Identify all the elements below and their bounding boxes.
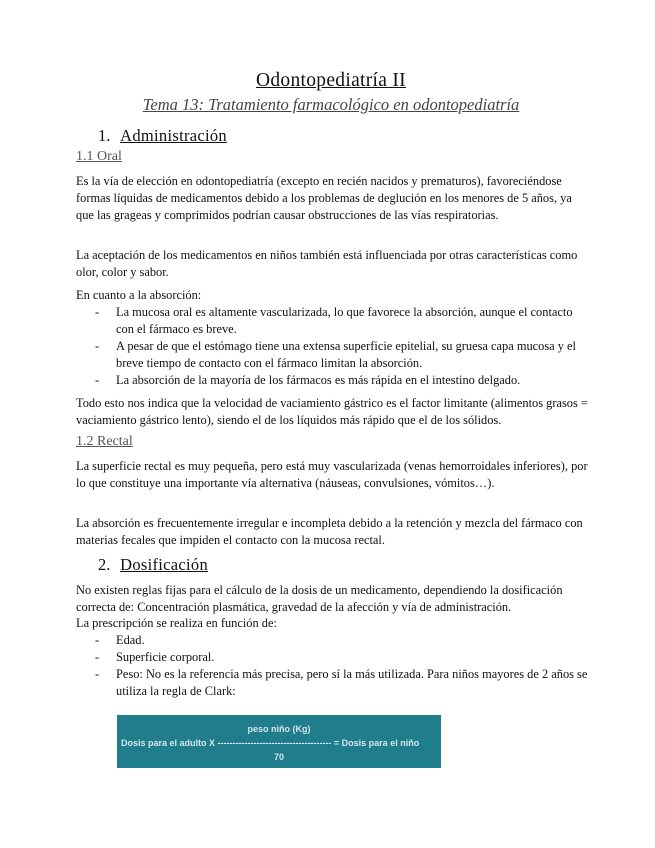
subsection-oral-heading: 1.1 Oral <box>76 149 122 164</box>
clark-rule-formula <box>117 715 441 768</box>
document-title: Odontopediatría II <box>256 70 406 91</box>
formula-line: Dosis para el adulto X -------------------------------------- = Dosis para el niño <box>121 738 420 748</box>
section-title: Administración <box>120 126 227 145</box>
list-item-text: La mucosa oral es altamente vascularizada, lo que favorece la absorción, aunque el contacto con el fármaco es breve. <box>116 305 573 336</box>
section-administracion-heading <box>98 126 227 146</box>
list-item-text: Peso: No es la referencia más precisa, pero sí la más utilizada. Para niños mayores de 2 años se utiliza la regla de Clark: <box>116 667 588 698</box>
list-item-text: Edad. <box>116 633 145 647</box>
formula-numerator: peso niño (Kg) <box>247 724 311 734</box>
list-item-text: Superficie corporal. <box>116 650 215 664</box>
list-item: - La absorción de la mayoría de los fármacos es más rápida en el intestino delgado. <box>76 372 588 389</box>
paragraph: En cuanto a la absorción: <box>76 288 202 302</box>
paragraph: La absorción es frecuentemente irregular e incompleta debido a la retención y mezcla del fármaco con materias fecales que impiden el contacto con la mucosa rectal. <box>76 516 583 547</box>
subsection-rectal-heading: 1.2 Rectal <box>76 434 133 449</box>
paragraph: La superficie rectal es muy pequeña, pero está muy vascularizada (venas hemorroidales inferiores), por lo que constituye una importante vía alternativa (náuseas, convulsiones, vómitos…). <box>76 459 588 490</box>
list-item: - A pesar de que el estómago tiene una extensa superficie epitelial, su gruesa capa mucosa y el breve tiempo de contacto con el fármaco limitan la absorción. <box>76 338 588 372</box>
paragraph: Todo esto nos indica que la velocidad de vaciamiento gástrico es el factor limitante (alimentos grasos = vaciamiento gástrico lento), siendo el de los líquidos más rápido que el de los sólidos. <box>76 396 588 427</box>
list-item-text: A pesar de que el estómago tiene una extensa superficie epitelial, su gruesa capa mucosa y el breve tiempo de contacto con el fármaco limitan la absorción. <box>116 339 576 370</box>
list-item: - Edad. <box>76 632 588 649</box>
paragraph: No existen reglas fijas para el cálculo de la dosis de un medicamento, dependiendo la dosificación correcta de: Concentración plasmática, gravedad de la afección y vía de administración. <box>76 583 563 614</box>
section-dosificacion-heading <box>98 555 208 575</box>
section-title: Dosificación <box>120 555 209 574</box>
paragraph: Es la vía de elección en odontopediatría (excepto en recién nacidos y prematuros), favoreciéndose formas líquidas de medicamentos debido a los problemas de deglución en los menores de 5 años, ya que las grageas y comprimidos podrían causar obstrucciones de las vías respiratorias. <box>76 174 572 222</box>
paragraph: La aceptación de los medicamentos en niños también está influenciada por otras características como olor, color y sabor. <box>76 248 578 279</box>
list-item: - La mucosa oral es altamente vascularizada, lo que favorece la absorción, aunque el contacto con el fármaco es breve. <box>76 304 588 338</box>
section-number: 1. <box>98 126 111 145</box>
document-subtitle: Tema 13: Tratamiento farmacológico en odontopediatría <box>142 95 520 114</box>
formula-denominator: 70 <box>273 752 284 762</box>
paragraph: La prescripción se realiza en función de: <box>76 616 277 630</box>
list-item: - Superficie corporal. <box>76 649 588 666</box>
list-item: - Peso: No es la referencia más precisa, pero sí la más utilizada. Para niños mayores de 2 años se utiliza la regla de Clark: <box>95 667 588 698</box>
list-item-text: La absorción de la mayoría de los fármacos es más rápida en el intestino delgado. <box>116 373 521 387</box>
section-number: 2. <box>98 555 111 574</box>
